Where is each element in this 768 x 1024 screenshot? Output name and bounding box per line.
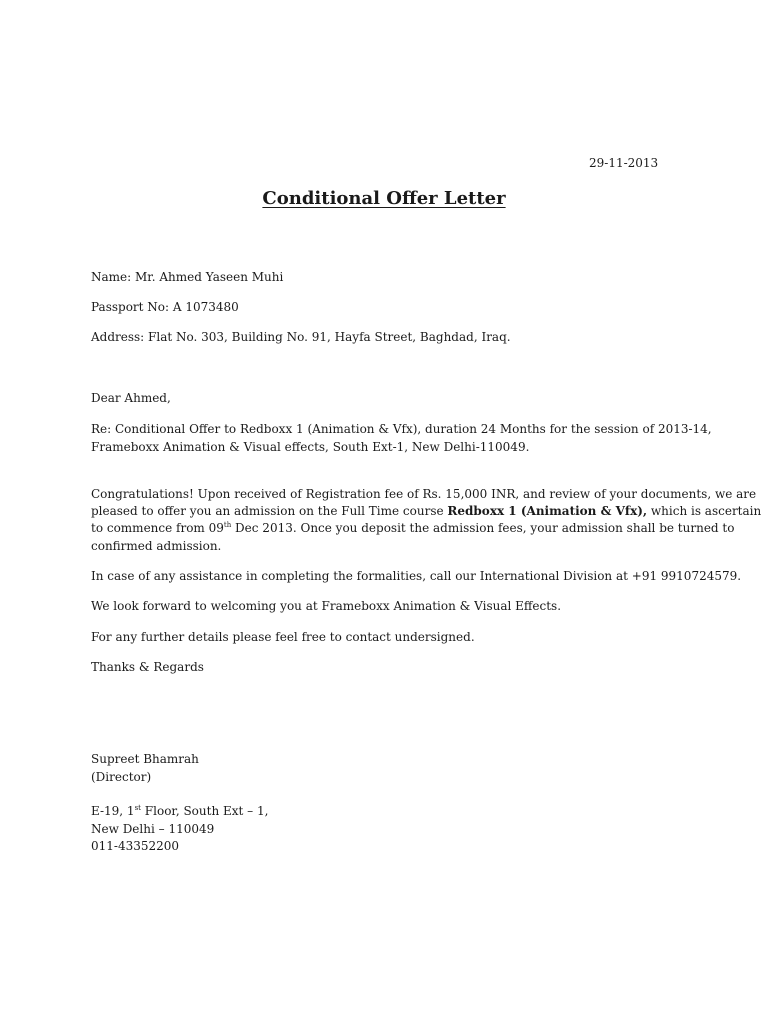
floor-ordinal-suffix: st bbox=[134, 804, 141, 812]
re-line-2: Frameboxx Animation & Visual effects, South Ext-1, New Delhi-110049. bbox=[91, 440, 530, 454]
signatory-name: Supreet Bhamrah bbox=[91, 752, 199, 766]
body-line-3 bbox=[91, 519, 734, 537]
office-address-text-b: Floor, South Ext – 1, bbox=[140, 804, 269, 818]
body-line-2 bbox=[91, 502, 761, 520]
body-line-3-text-a: to commence from 09 bbox=[91, 521, 224, 535]
recipient-address: Address: Flat No. 303, Building No. 91, Hayfa Street, Baghdad, Iraq. bbox=[91, 330, 511, 344]
letter-title: Conditional Offer Letter bbox=[262, 188, 506, 209]
body-line-3-text-b: Dec 2013. Once you deposit the admission fees, your admission shall be turned to bbox=[231, 521, 735, 535]
course-name: Redboxx 1 (Animation & Vfx), bbox=[447, 504, 648, 518]
re-line-1: Re: Conditional Offer to Redboxx 1 (Animation & Vfx), duration 24 Months for the session of 2013-14, bbox=[91, 422, 712, 436]
assistance-line: In case of any assistance in completing the formalities, call our International Division at +91 9910724579. bbox=[91, 569, 742, 583]
office-address-text-a: E-19, 1 bbox=[91, 804, 135, 818]
office-address-line-2: New Delhi – 110049 bbox=[91, 822, 215, 836]
ordinal-suffix: th bbox=[223, 521, 232, 529]
signatory-title: (Director) bbox=[91, 770, 152, 784]
further-details-line: For any further details please feel free to contact undersigned. bbox=[91, 630, 475, 644]
letter-date: 29-11-2013 bbox=[589, 156, 659, 170]
body-line-4: confirmed admission. bbox=[91, 539, 222, 553]
closing-line: Thanks & Regards bbox=[91, 660, 204, 674]
look-forward-line: We look forward to welcoming you at Frameboxx Animation & Visual Effects. bbox=[91, 599, 562, 613]
passport-number: Passport No: A 1073480 bbox=[91, 300, 239, 314]
body-line-1: Congratulations! Upon received of Registration fee of Rs. 15,000 INR, and review of your documents, we are bbox=[91, 487, 757, 501]
salutation: Dear Ahmed, bbox=[91, 391, 171, 405]
office-address-line-1 bbox=[91, 802, 268, 820]
body-line-2-text-b: which is ascertain bbox=[647, 504, 762, 518]
office-phone: 011-43352200 bbox=[91, 839, 180, 853]
body-line-2-text-a: pleased to offer you an admission on the Full Time course bbox=[91, 504, 448, 518]
recipient-name: Name: Mr. Ahmed Yaseen Muhi bbox=[91, 270, 284, 284]
